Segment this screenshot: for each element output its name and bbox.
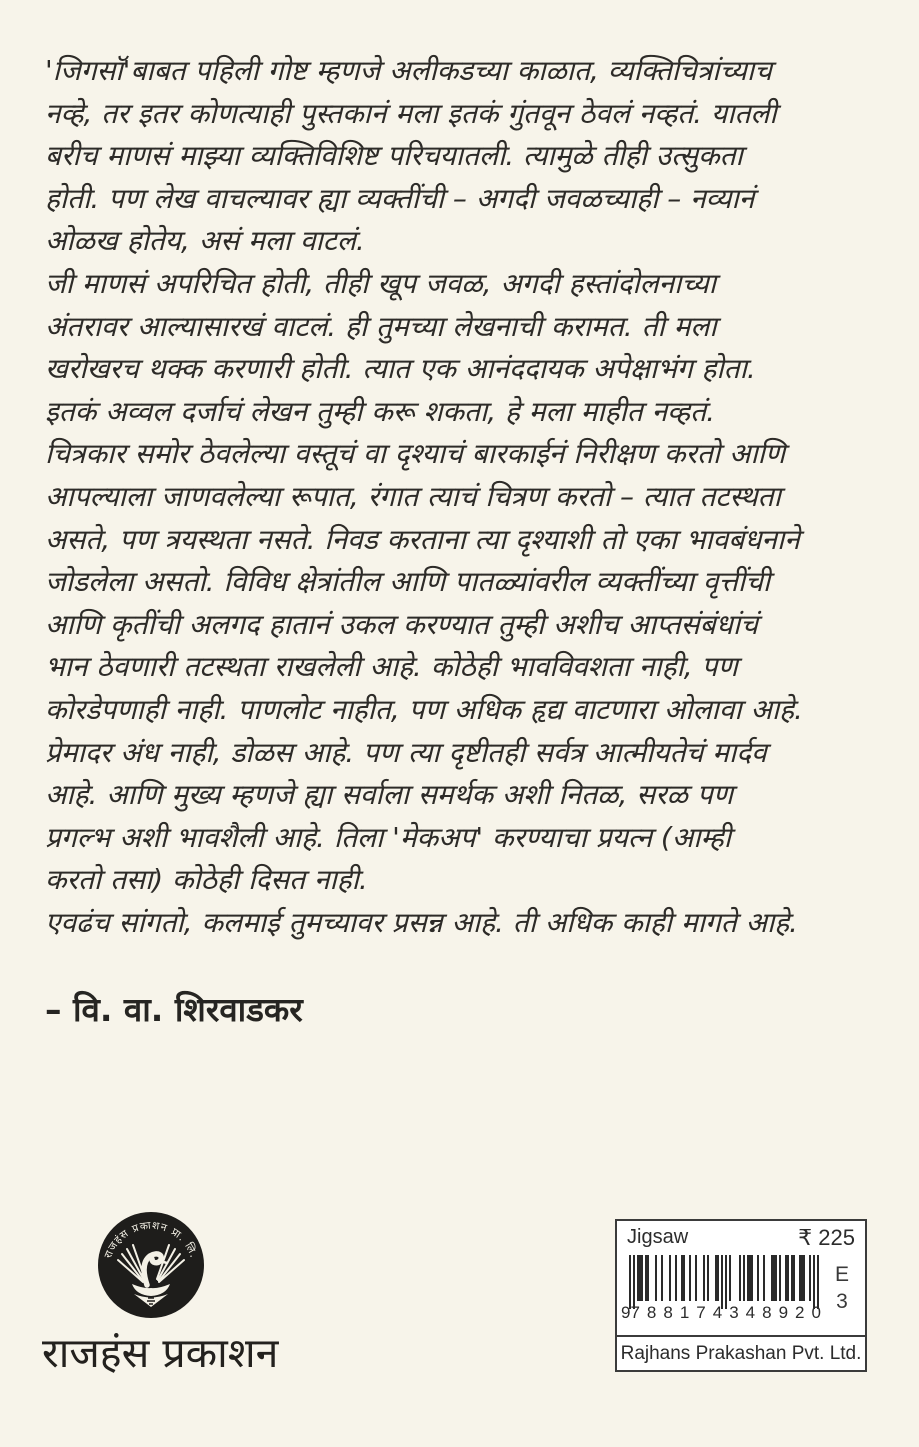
blurb-text bbox=[45, 50, 885, 944]
price-tag: ₹ 225 bbox=[798, 1225, 855, 1250]
blurb-line: बरीच माणसं माझ्या व्यक्तिविशिष्ट परिचयातली. त्यामुळे तीही उत्सुकता bbox=[45, 139, 743, 173]
logo-arc-text: राजहंस प्रकाशन प्रा. लि. bbox=[102, 1219, 200, 1261]
blurb-line: एवढंच सांगतो, कलमाई तुमच्यावर प्रसन्न आहे. ती अधिक काही मागते आहे. bbox=[45, 905, 798, 939]
blurb-line: भान ठेवणारी तटस्थता राखलेली आहे. कोठेही भावविवशता नाही, पण bbox=[45, 650, 738, 684]
isbn-group-2: 348920 bbox=[729, 1303, 828, 1322]
edition-letter: E bbox=[834, 1263, 849, 1286]
isbn-first-digit: 9 bbox=[621, 1303, 631, 1322]
publisher-name-devanagari: राजहंस प्रकाशन bbox=[42, 1329, 279, 1377]
blurb-line: चित्रकार समोर ठेवलेल्या वस्तूचं वा दृश्याचं बारकाईनं निरीक्षण करतो आणि bbox=[45, 437, 786, 471]
blurb-line: ओळख होतेय, असं मला वाटलं. bbox=[45, 224, 365, 258]
blurb-line: असते, पण त्रयस्थता नसते. निवड करताना त्या दृश्याशी तो एका भावबंधनाने bbox=[45, 522, 800, 556]
author-signature: – वि. वा. शिरवाडकर bbox=[45, 990, 303, 1029]
blurb-line: आपल्याला जाणवलेल्या रूपात, रंगात त्याचं चित्रण करतो – त्यात तटस्थता bbox=[45, 479, 781, 513]
barcode-label bbox=[615, 1219, 867, 1372]
barcode-label-top bbox=[617, 1221, 865, 1335]
blurb-line: कोरडेपणाही नाही. पाणलोट नाहीत, पण अधिक हृद्य वाटणारा ओलावा आहे. bbox=[45, 692, 803, 726]
blurb-line: आहे. आणि मुख्य म्हणजे ह्या सर्वाला समर्थक अशी नितळ, सरळ पण bbox=[45, 778, 733, 812]
swan-emblem-icon bbox=[96, 1210, 206, 1320]
blurb-line: आणि कृतींची अलगद हातानं उकल करण्यात तुम्ही अशीच आप्तसंबंधांचं bbox=[45, 607, 758, 641]
blurb-line: प्रेमादर अंध नाही, डोळस आहे. पण त्या दृष्टीतही सर्वत्र आत्मीयतेचं मार्दव bbox=[45, 735, 767, 769]
isbn-group-1: 788174 bbox=[630, 1303, 730, 1322]
edition-number: 3 bbox=[836, 1290, 848, 1313]
blurb-line: इतकं अव्वल दर्जाचं लेखन तुम्ही करू शकता, हे मला माहीत नव्हतं. bbox=[45, 394, 715, 428]
blurb-line: जी माणसं अपरिचित होती, तीही खूप जवळ, अगदी हस्तांदोलनाच्या bbox=[45, 266, 717, 300]
book-title-latin: Jigsaw bbox=[627, 1226, 689, 1248]
blurb-line: जोडलेला असतो. विविध क्षेत्रांतील आणि पातळ्यांवरील व्यक्तींच्या वृत्तींची bbox=[45, 565, 771, 599]
blurb-line: 'जिगसॉ'बाबत पहिली गोष्ट म्हणजे अलीकडच्या काळात, व्यक्तिचित्रांच्याच bbox=[45, 54, 772, 87]
publisher-name-english: Rajhans Prakashan Pvt. Ltd. bbox=[617, 1335, 865, 1370]
blurb-line: प्रगल्भ अशी भावशैली आहे. तिला 'मेकअप' करण्याचा प्रयत्न (आम्ही bbox=[45, 820, 732, 854]
blurb-line: नव्हे, तर इतर कोणत्याही पुस्तकानं मला इतकं गुंतवून ठेवलं नव्हतं. यातली bbox=[45, 96, 777, 130]
publisher-logo-icon bbox=[96, 1210, 206, 1320]
blurb-line: खरोखरच थक्क करणारी होती. त्यात एक आनंददायक अपेक्षाभंग होता. bbox=[45, 352, 756, 386]
blurb-line: अंतरावर आल्यासारखं वाटलं. ही तुमच्या लेखनाची करामत. ती मला bbox=[45, 309, 717, 343]
isbn-digits bbox=[621, 1303, 827, 1323]
blurb-line: करतो तसा) कोठेही दिसत नाही. bbox=[45, 863, 368, 897]
blurb-line: होती. पण लेख वाचल्यावर ह्या व्यक्तींची – अगदी जवळच्याही – नव्यानं bbox=[45, 181, 755, 215]
edition-code bbox=[828, 1261, 856, 1315]
